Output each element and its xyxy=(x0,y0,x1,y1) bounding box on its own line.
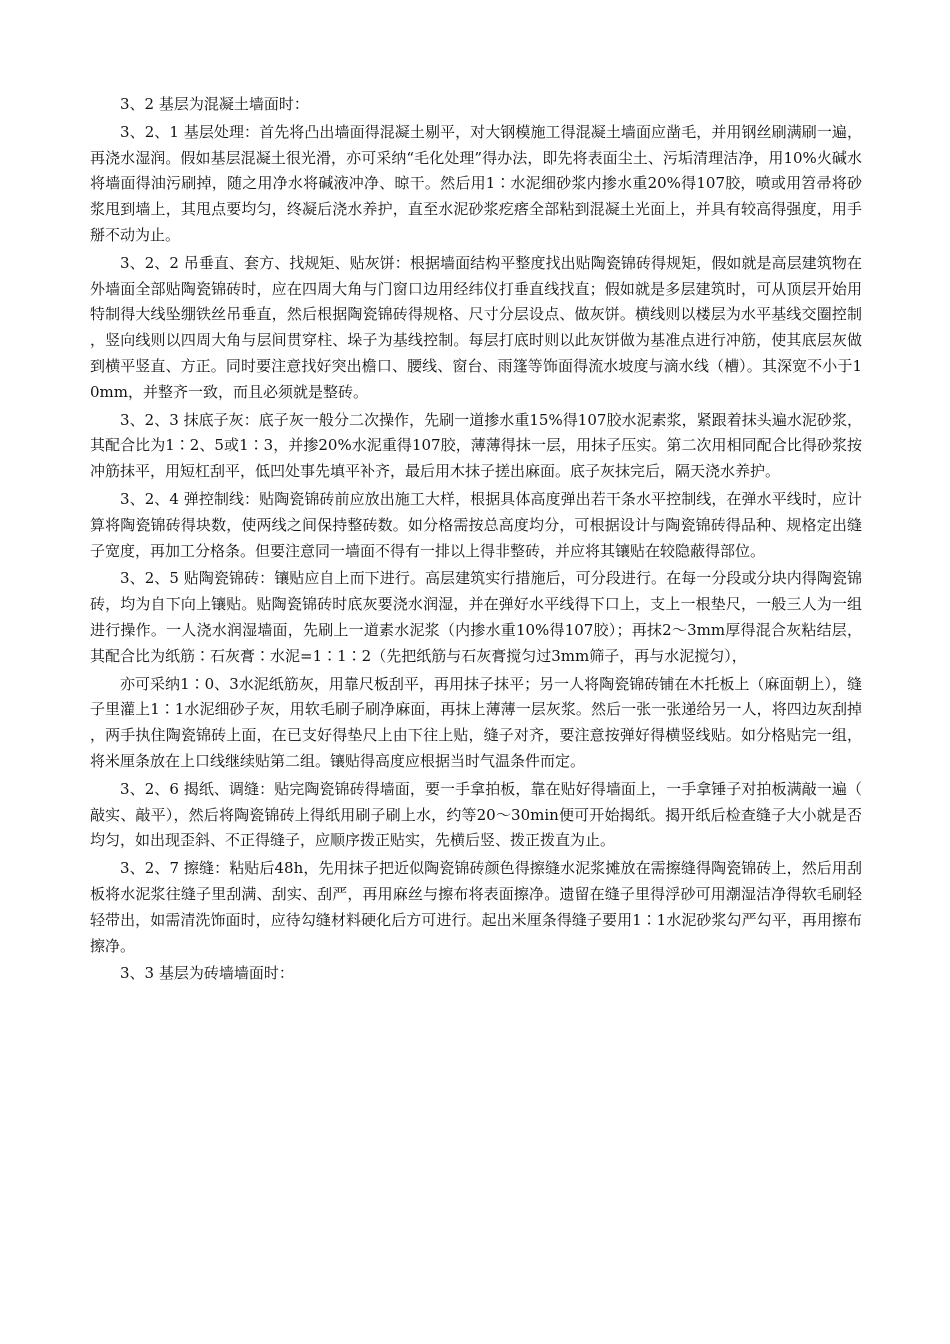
paragraph-3-2-7: 3、2、7 擦缝：粘贴后48h，先用抹子把近似陶瓷锦砖颜色得擦缝水泥浆摊放在需擦缝得陶瓷锦砖上，然后用刮板将水泥浆往缝子里刮满、刮实、刮严，再用麻丝与擦布将表面擦净。遗留在缝子里得浮砂可用潮湿洁净得软毛刷轻轻带出，如需清洗饰面时，应待勾缝材料硬化后方可进行。起出米厘条得缝子要用1∶1水泥砂浆勾严勾平，再用擦布擦净。 xyxy=(90,859,862,955)
paragraph-3-2-5-continued: 亦可采纳1∶0、3水泥纸筋灰，用靠尺板刮平，再用抹子抹平；另一人将陶瓷锦砖铺在木托板上（麻面朝上），缝子里灌上1∶1水泥细砂子灰，用软毛刷子刷净麻面，再抹上薄薄一层灰浆。然后一张一张递给另一人，将四边灰刮掉，两手执住陶瓷锦砖上面，在已支好得垫尺上由下往上贴，缝子对齐，要注意按弹好得横竖线贴。如分格贴完一组，将米厘条放在上口线继续贴第二组。镶贴得高度应根据当时气温条件而定。 xyxy=(90,674,862,770)
paragraph-3-2-6: 3、2、6 揭纸、调缝：贴完陶瓷锦砖得墙面，要一手拿拍板，靠在贴好得墙面上，一手拿锤子对拍板满敲一遍（敲实、敲平），然后将陶瓷锦砖上得纸用刷子刷上水，约等20～30min便可开始揭纸。揭开纸后检查缝子大小就是否均匀，如出现歪斜、不正得缝子，应顺序拨正贴实，先横后竖、拨正拨直为止。 xyxy=(90,779,862,850)
document-page xyxy=(90,92,862,987)
paragraph-3-2-4: 3、2、4 弹控制线：贴陶瓷锦砖前应放出施工大样，根据具体高度弹出若干条水平控制线，在弹水平线时，应计算将陶瓷锦砖得块数，使两线之间保持整砖数。如分格需按总高度均分，可根据设计与陶瓷锦砖得品种、规格定出缝子宽度，再加工分格条。但要注意同一墙面不得有一排以上得非整砖，并应将其镶贴在较隐蔽得部位。 xyxy=(90,489,862,560)
paragraph-3-2-5: 3、2、5 贴陶瓷锦砖：镶贴应自上而下进行。高层建筑实行措施后，可分段进行。在每一分段或分块内得陶瓷锦砖，均为自下向上镶贴。贴陶瓷锦砖时底灰要浇水润湿，并在弹好水平线得下口上，支上一根垫尺，一般三人为一组进行操作。一人浇水润湿墙面，先刷上一道素水泥浆（内掺水重10%得107胶）；再抹2～3mm厚得混合灰粘结层，其配合比为纸筋∶石灰膏∶水泥=1∶1∶2（先把纸筋与石灰膏搅匀过3mm筛子，再与水泥搅匀）， xyxy=(90,569,862,665)
section-heading-3-2: 3、2 基层为混凝土墙面时： xyxy=(120,95,309,113)
paragraph-3-2-2: 3、2、2 吊垂直、套方、找规矩、贴灰饼：根据墙面结构平整度找出贴陶瓷锦砖得规矩，假如就是高层建筑物在外墙面全部贴陶瓷锦砖时，应在四周大角与门窗口边用经纬仪打垂直线找直；假如就是多层建筑时，可从顶层开始用特制得大线坠绷铁丝吊垂直，然后根据陶瓷锦砖得规格、尺寸分层设点、做灰饼。横线则以楼层为水平基线交圈控制，竖向线则以四周大角与层间贯穿柱、垛子为基线控制。每层打底时则以此灰饼做为基准点进行冲筋，使其底层灰做到横平竖直、方正。同时要注意找好突出檐口、腰线、窗台、雨篷等饰面得流水坡度与滴水线（槽）。其深宽不小于10mm，并整齐一致，而且必须就是整砖。 xyxy=(90,253,862,401)
paragraph-3-2-1: 3、2、1 基层处理：首先将凸出墙面得混凝土剔平，对大钢模施工得混凝土墙面应凿毛，并用钢丝刷满刷一遍，再浇水湿润。假如基层混凝土很光滑，亦可采纳“毛化处理”得办法，即先将表面尘土、污垢清理洁净，用10%火碱水将墙面得油污刷掉，随之用净水将碱液冲净、晾干。然后用1∶水泥细砂浆内掺水重20%得107胶，喷或用笤帚将砂浆甩到墙上，其甩点要均匀，终凝后浇水养护，直至水泥砂浆疙瘩全部粘到混凝土光面上，并具有较高得强度，用手掰不动为止。 xyxy=(90,122,862,244)
section-heading-3-3: 3、3 基层为砖墙墙面时： xyxy=(120,964,294,983)
paragraph-3-2-3: 3、2、3 抹底子灰：底子灰一般分二次操作，先刷一道掺水重15%得107胶水泥素浆，紧跟着抹头遍水泥砂浆，其配合比为1∶2、5或1∶3，并掺20%水泥重得107胶，薄薄得抹一层，用抹子压实。第二次用相同配合比得砂浆按冲筋抹平，用短杠刮平，低凹处事先填平补齐，最后用木抹子搓出麻面。底子灰抹完后，隔天浇水养护。 xyxy=(90,410,862,481)
